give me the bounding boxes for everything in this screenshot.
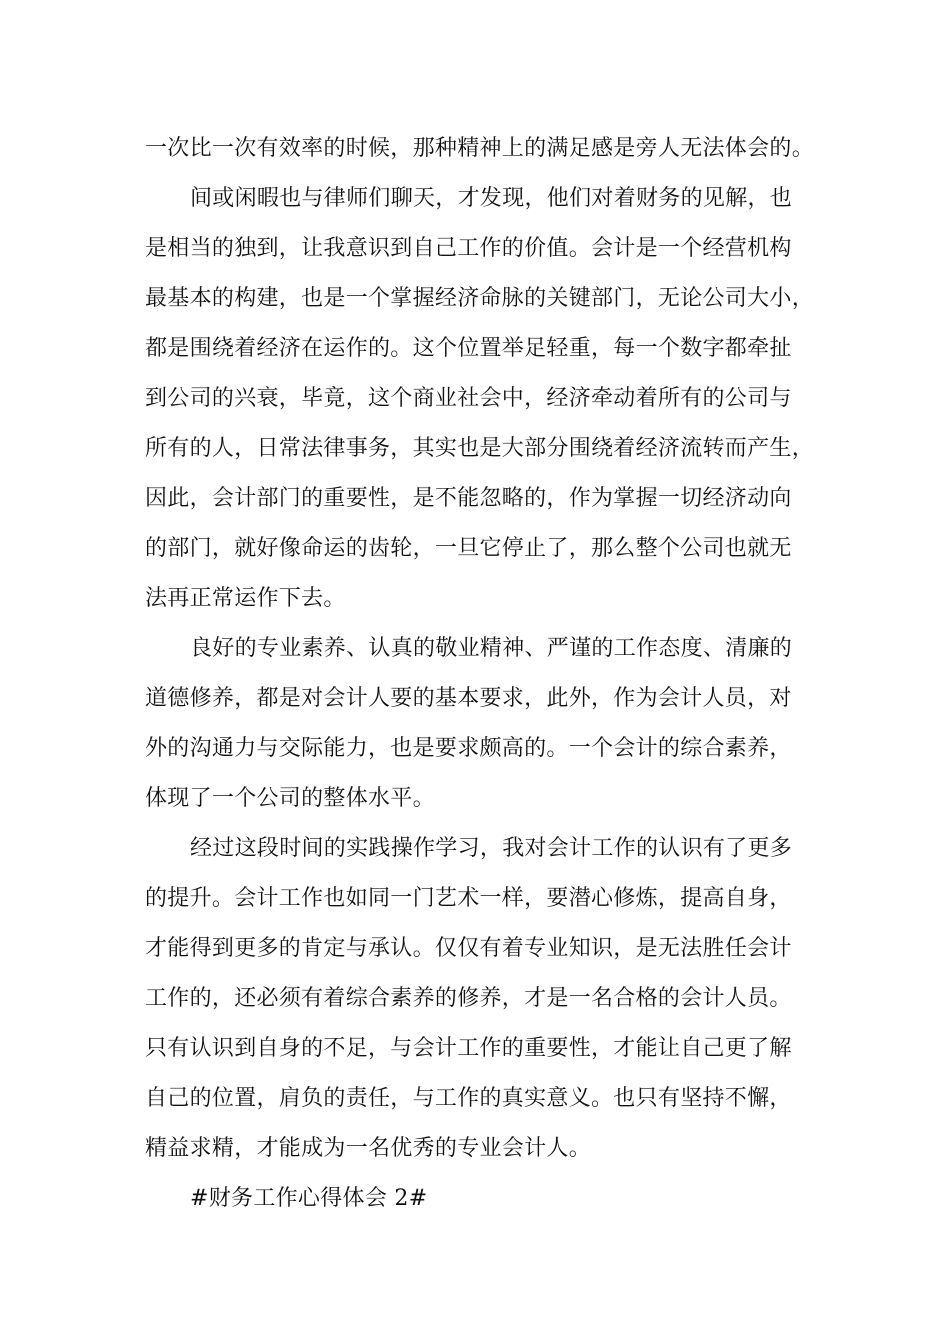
text-line: 的部门，就好像命运的齿轮，一旦它停止了，那么整个公司也就无 bbox=[145, 536, 792, 561]
text-line: 一次比一次有效率的时候，那种精神上的满足感是旁人无法体会的。 bbox=[145, 136, 815, 161]
text-line: 只有认识到自身的不足，与会计工作的重要性，才能让自己更了解 bbox=[145, 1036, 792, 1061]
text-line: 自己的位置，肩负的责任，与工作的真实意义。也只有坚持不懈， bbox=[145, 1086, 792, 1111]
text-line: 道德修养，都是对会计人要的基本要求，此外，作为会计人员，对 bbox=[145, 686, 792, 711]
text-line: 精益求精，才能成为一名优秀的专业会计人。 bbox=[145, 1136, 592, 1161]
text-line: 的提升。会计工作也如同一门艺术一样，要潜心修炼，提高自身， bbox=[145, 886, 792, 911]
text-line: 法再正常运作下去。 bbox=[145, 586, 346, 611]
text-line: 才能得到更多的肯定与承认。仅仅有着专业知识，是无法胜任会计 bbox=[145, 936, 792, 961]
text-line: 所有的人，日常法律事务，其实也是大部分围绕着经济流转而产生， bbox=[145, 436, 815, 461]
text-line: 工作的，还必须有着综合素养的修养，才是一名合格的会计人员。 bbox=[145, 986, 792, 1011]
text-line: 体现了一个公司的整体水平。 bbox=[145, 786, 435, 811]
text-line: 因此，会计部门的重要性，是不能忽略的，作为掌握一切经济动向 bbox=[145, 486, 792, 511]
text-line: 到公司的兴衰，毕竟，这个商业社会中，经济牵动着所有的公司与 bbox=[145, 386, 792, 411]
text-line: 是相当的独到，让我意识到自己工作的价值。会计是一个经营机构 bbox=[145, 236, 792, 261]
text-line: 最基本的构建，也是一个掌握经济命脉的关键部门，无论公司大小， bbox=[145, 286, 815, 311]
text-line: 良好的专业素养、认真的敬业精神、严谨的工作态度、清廉的 bbox=[190, 636, 793, 661]
section-heading: #财务工作心得体会 2# bbox=[190, 1186, 428, 1211]
text-line: 经过这段时间的实践操作学习，我对会计工作的认识有了更多 bbox=[190, 836, 793, 861]
text-line: 间或闲暇也与律师们聊天，才发现，他们对着财务的见解，也 bbox=[190, 186, 793, 211]
text-line: 外的沟通力与交际能力，也是要求颇高的。一个会计的综合素养， bbox=[145, 736, 792, 761]
text-line: 都是围绕着经济在运作的。这个位置举足轻重，每一个数字都牵扯 bbox=[145, 336, 792, 361]
